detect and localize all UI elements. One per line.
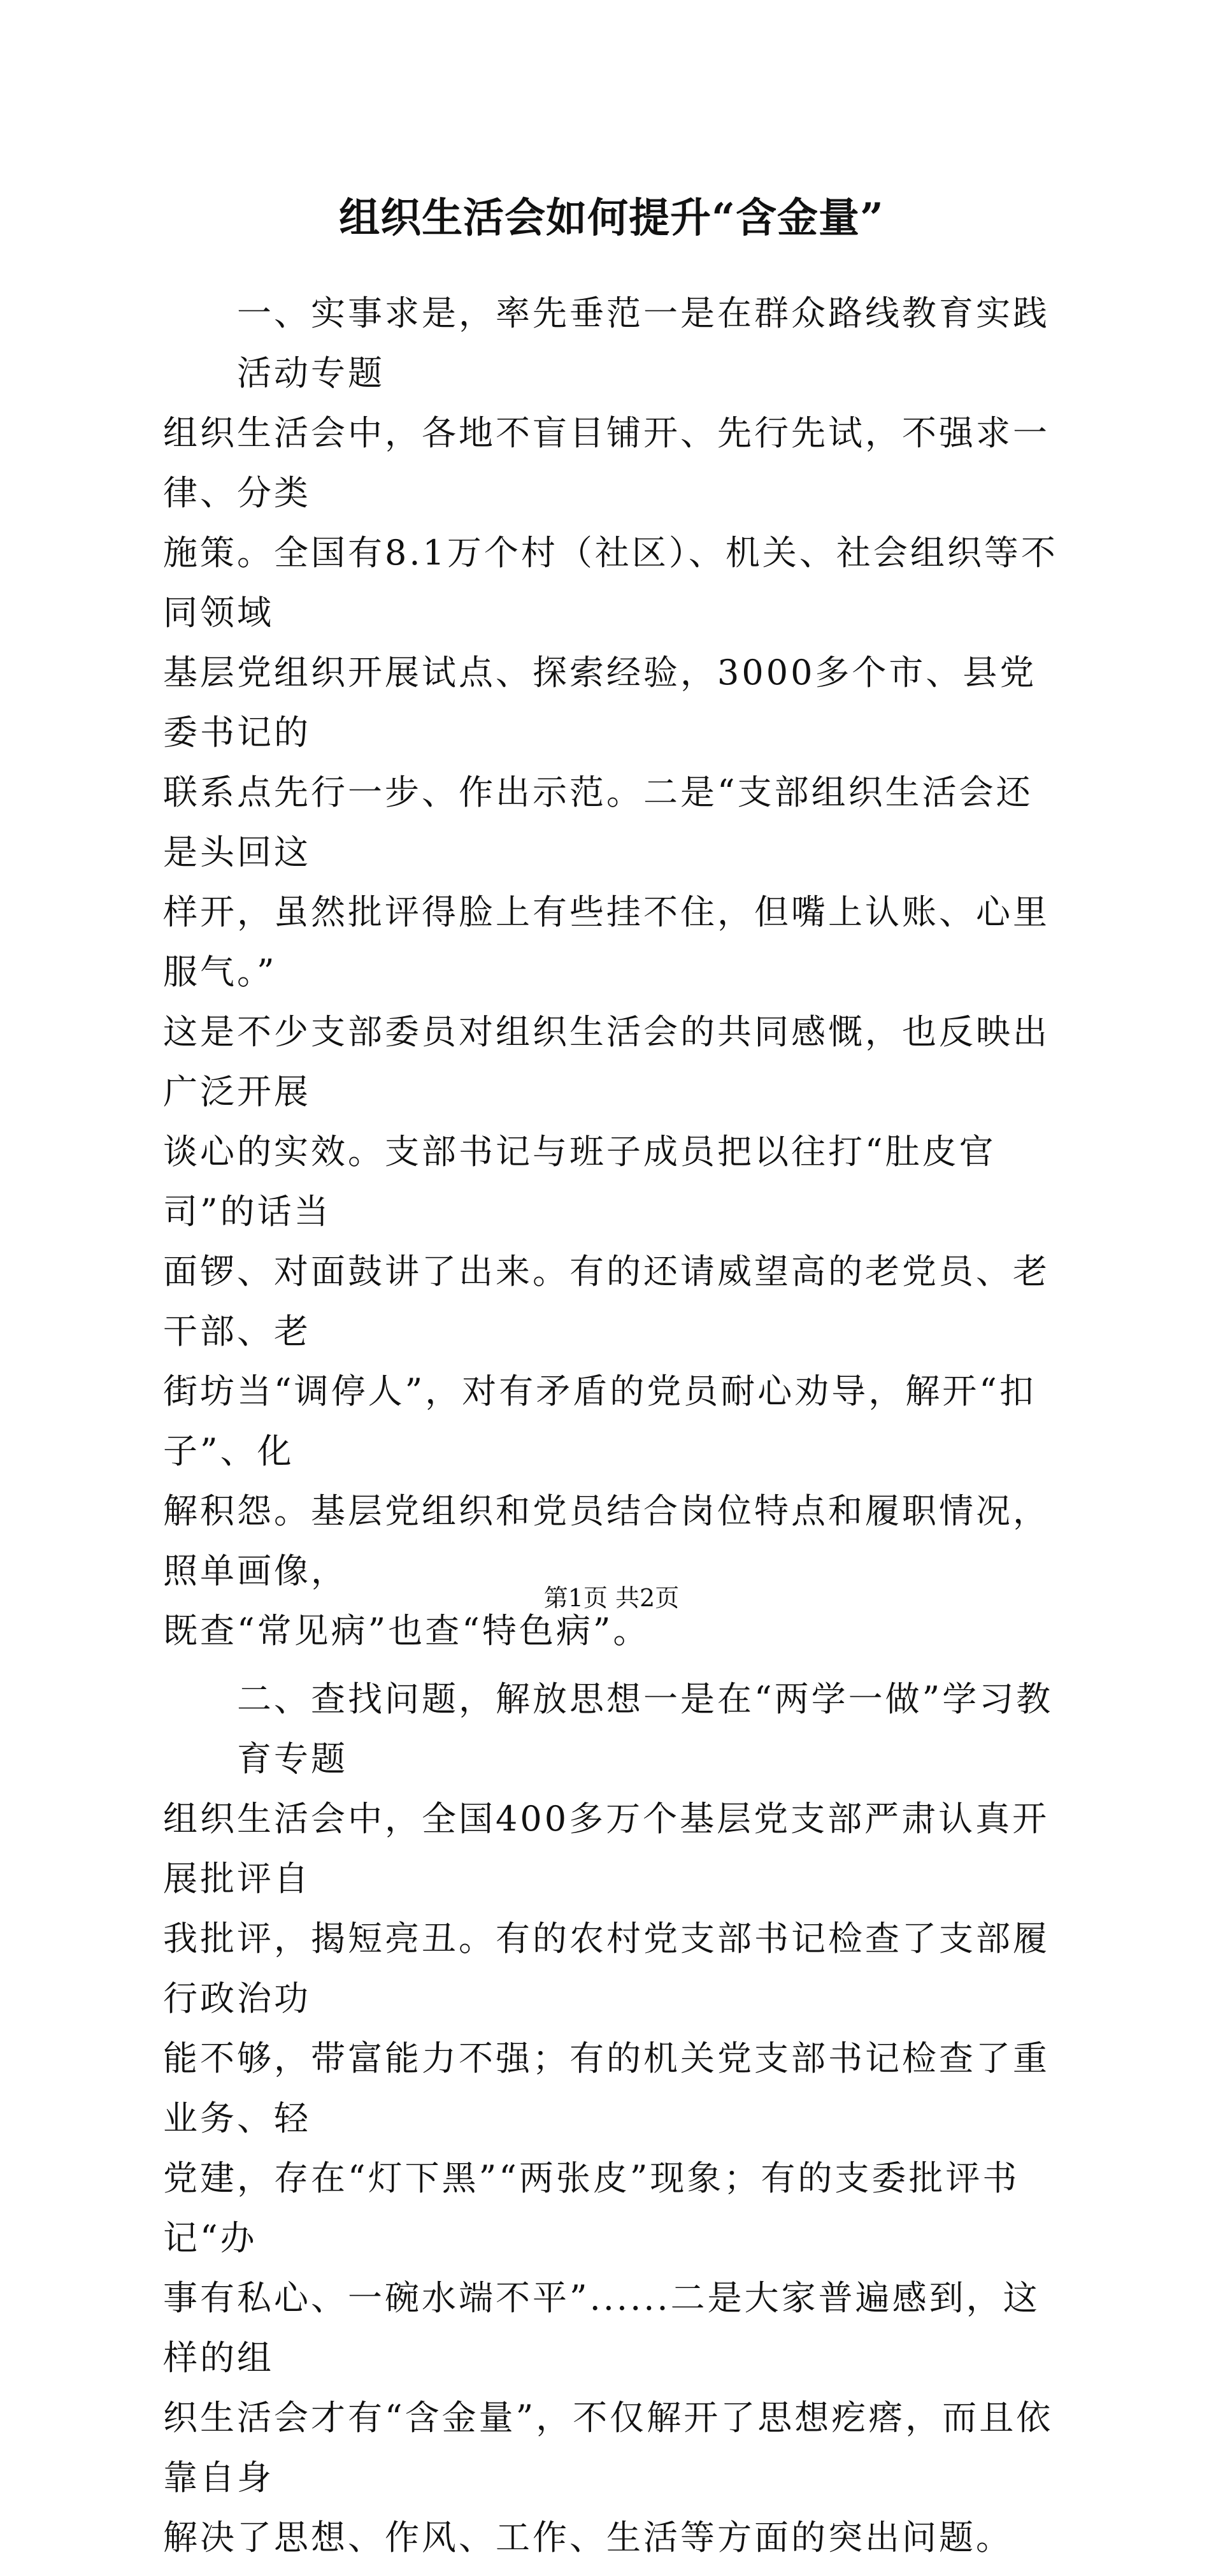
document-body: [163, 284, 1061, 2576]
text-line: 组织生活会中，全国400多万个基层党支部严肃认真开展批评自: [163, 1799, 1050, 1899]
text-line: 组织生活会中，各地不盲目铺开、先行先试，不强求一律、分类: [163, 413, 1050, 513]
text-line: 样开，虽然批评得脸上有些挂不住，但嘴上认账、心里服气。”: [163, 892, 1050, 992]
text-line: 这是不少支部委员对组织生活会的共同感慨，也反映出广泛开展: [163, 1012, 1050, 1112]
paragraph-1: [163, 284, 1061, 1661]
text-line: 事有私心、一碗水端不平”......二是大家普遍感到，这样的组: [163, 2278, 1040, 2378]
text-line: 街坊当“调停人”，对有矛盾的党员耐心劝导，解开“扣子”、化: [163, 1371, 1036, 1471]
paragraph-2: [163, 1669, 1061, 2568]
text-line: 一、实事求是，率先垂范一是在群众路线教育实践活动专题: [237, 293, 1050, 393]
page-number-footer: 第1页 共2页: [543, 1584, 680, 1612]
text-line: 二、查找问题，解放思想一是在“两学一做”学习教育专题: [237, 1679, 1054, 1779]
text-line: 基层党组织开展试点、探索经验，3000多个市、县党委书记的: [163, 652, 1037, 752]
text-line: 织生活会才有“含金量”，不仅解开了思想疙瘩，而且依靠自身: [163, 2398, 1054, 2498]
text-line: 解决了思想、作风、工作、生活等方面的突出问题。: [163, 2517, 1013, 2558]
text-line: 谈心的实效。支部书记与班子成员把以往打“肚皮官司”的话当: [163, 1132, 996, 1232]
text-line: 施策。全国有8.1万个村（社区）、机关、社会组织等不同领域: [163, 533, 1058, 633]
text-line: 面锣、对面鼓讲了出来。有的还请威望高的老党员、老干部、老: [163, 1251, 1050, 1351]
text-line: 联系点先行一步、作出示范。二是“支部组织生活会还是头回这: [163, 772, 1033, 872]
text-line: 既查“常见病”也查“特色病”。: [163, 1611, 650, 1651]
document-title: 组织生活会如何提升“含金量”: [339, 194, 884, 242]
text-line: 我批评，揭短亮丑。有的农村党支部书记检查了支部履行政治功: [163, 1918, 1050, 2018]
text-line: 能不够，带富能力不强；有的机关党支部书记检查了重业务、轻: [163, 2038, 1050, 2138]
text-line: 党建，存在“灯下黑”“两张皮”现象；有的支委批评书记“办: [163, 2158, 1020, 2258]
text-line: 解积怨。基层党组织和党员结合岗位特点和履职情况，照单画像，: [163, 1491, 1050, 1591]
